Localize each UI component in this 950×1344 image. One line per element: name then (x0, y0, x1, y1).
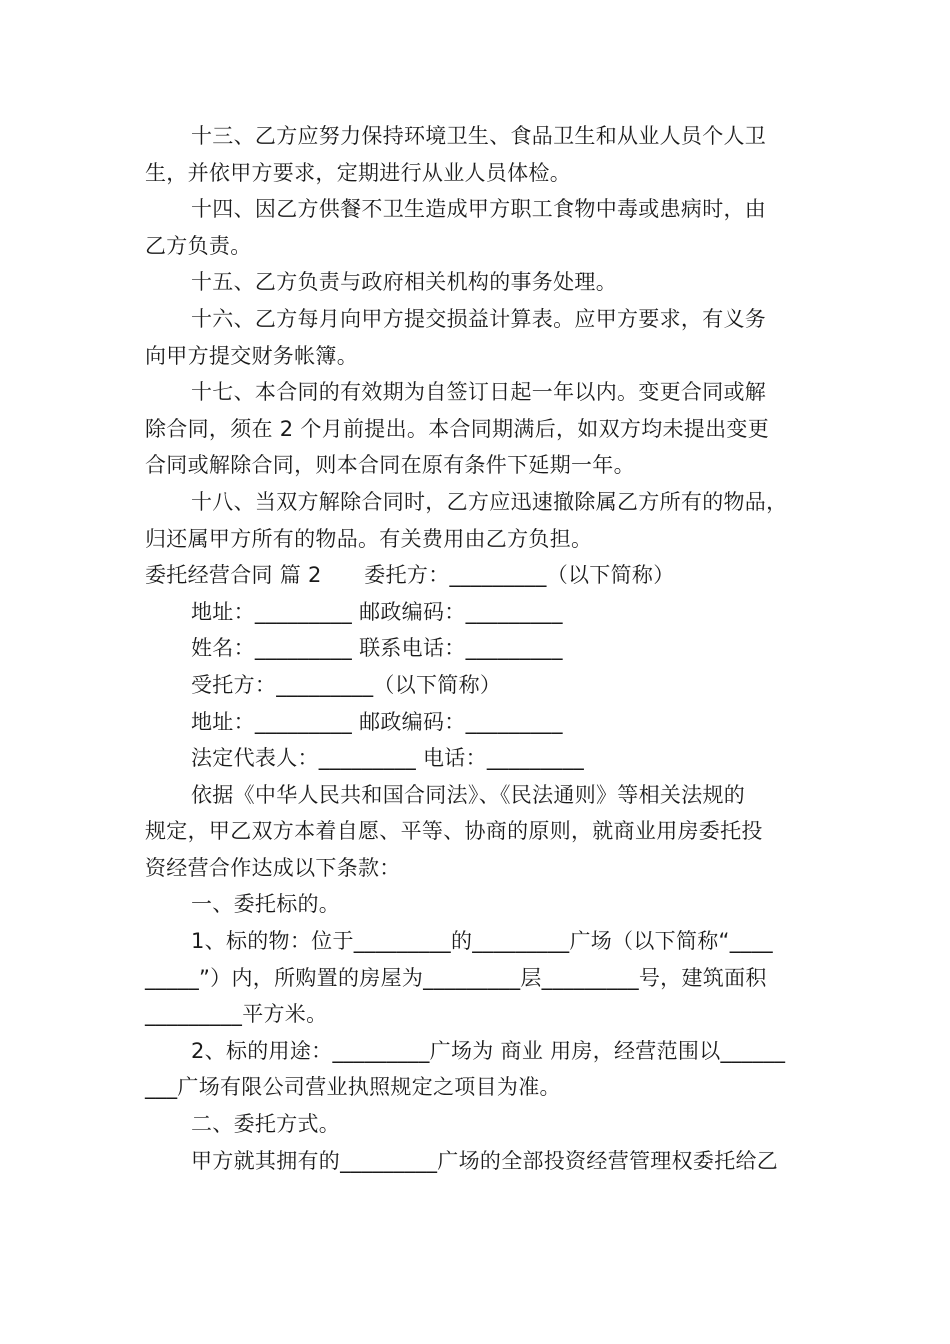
item-2-line-1: 2、标的用途：_________广场为 商业 用房，经营范围以______ (191, 1038, 786, 1063)
clause-14-line-2: 乙方负责。 (145, 233, 252, 258)
clause-16-line-1: 十六、乙方每月向甲方提交损益计算表。应甲方要求，有义务 (191, 306, 767, 331)
item-1-line-2: _____”）内，所购置的房屋为_________层_________号，建筑面积 (145, 965, 767, 990)
clause-14-line-1: 十四、因乙方供餐不卫生造成甲方职工食物中毒或患病时，由 (191, 197, 767, 222)
clause-18-line-1: 十八、当双方解除合同时，乙方应迅速撤除属乙方所有的物品， (191, 489, 788, 514)
clause-17-line-1: 十七、本合同的有效期为自签订日起一年以内。变更合同或解 (191, 380, 767, 405)
clause-13-line-1: 十三、乙方应努力保持环境卫生、食品卫生和从业人员个人卫 (191, 124, 767, 148)
clause-17-line-2: 除合同，须在 2 个月前提出。本合同期满后，如双方均未提出变更 (145, 416, 770, 441)
preamble-line-2: 规定，甲乙双方本着自愿、平等、协商的原则，就商业用房委托投 (145, 819, 763, 844)
document-body (145, 118, 825, 1179)
preamble-line-1: 依据《中华人民共和国合同法》、《民法通则》等相关法规的 (191, 782, 746, 807)
clause-16-line-2: 向甲方提交财务帐簿。 (145, 343, 358, 368)
legal-representative-line: 法定代表人：_________ 电话：_________ (191, 746, 585, 771)
clause-17-line-3: 合同或解除合同，则本合同在原有条件下延期一年。 (145, 453, 635, 478)
item-1-line-3: _________平方米。 (145, 1002, 328, 1027)
clause-15: 十五、乙方负责与政府相关机构的事务处理。 (191, 270, 617, 295)
agent-party-line: 受托方：_________（以下简称） (191, 672, 502, 697)
agent-address-line: 地址：_________ 邮政编码：_________ (191, 709, 563, 734)
contract-2-heading: 委托经营合同 篇 2 委托方：_________（以下简称） (145, 563, 675, 588)
preamble-line-3: 资经营合作达成以下条款： (145, 855, 401, 880)
section-1-heading: 一、委托标的。 (191, 892, 341, 917)
section-2-line-1: 甲方就其拥有的_________广场的全部投资经营管理权委托给乙 (191, 1148, 779, 1173)
principal-address-line: 地址：_________ 邮政编码：_________ (191, 599, 563, 624)
item-2-line-2: ___广场有限公司营业执照规定之项目为准。 (145, 1075, 561, 1100)
principal-name-line: 姓名：_________ 联系电话：_________ (191, 636, 563, 661)
clause-13-line-2: 生，并依甲方要求，定期进行从业人员体检。 (145, 160, 571, 185)
clause-18-line-2: 归还属甲方所有的物品。有关费用由乙方负担。 (145, 526, 593, 551)
item-1-line-1: 1、标的物：位于_________的_________广场（以下简称“____ (191, 929, 773, 954)
section-2-heading: 二、委托方式。 (191, 1112, 341, 1137)
